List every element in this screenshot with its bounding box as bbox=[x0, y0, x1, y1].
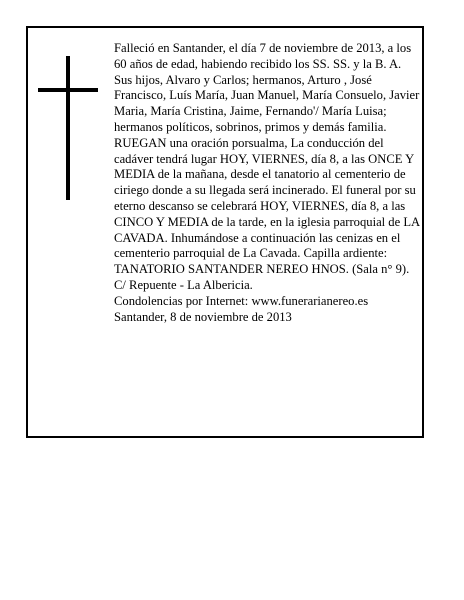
condolences-line: Condolencias por Internet: www.funerarianereo.es bbox=[114, 293, 369, 308]
obituary-text bbox=[114, 41, 421, 325]
place-date-line: Santander, 8 de noviembre de 2013 bbox=[114, 309, 292, 324]
death-announcement: Falleció en Santander, el día 7 de noviembre de 2013, a los 60 años de edad, habiendo recibido los SS. SS. y la B. A. bbox=[114, 41, 412, 71]
obituary-notice bbox=[26, 26, 424, 438]
cross-icon bbox=[38, 56, 98, 200]
cross-horizontal-bar bbox=[38, 88, 98, 92]
cross-vertical-bar bbox=[66, 56, 70, 200]
funeral-details: RUEGAN una oración porsualma, La conducción del cadáver tendrá lugar HOY, VIERNES, día 8, a las ONCE Y MEDIA de la mañana, desde el tanatorio al cementerio de ciriego donde a su llegada será incinerado. El funeral por su eterno descanso se celebrará HOY, VIERNES, día 8, a las CINCO Y MEDIA de la tarde, en la iglesia parroquial de LA CAVADA. Inhumándose a continuación las cenizas en el cementerio parroquial de La Cavada. Capilla ardiente: TANATORIO SANTANDER NEREO HNOS. (Sala n° 9). C/ Repuente - La Albericia. bbox=[114, 135, 420, 292]
family-list: Sus hijos, Alvaro y Carlos; hermanos, Arturo , José Francisco, Luís María, Juan Manuel, María Consuelo, Javier Maria, María Cristina, Jaime, Fernando'/ María Luisa; hermanos políticos, sobrinos, primos y demás familia. bbox=[114, 72, 420, 134]
